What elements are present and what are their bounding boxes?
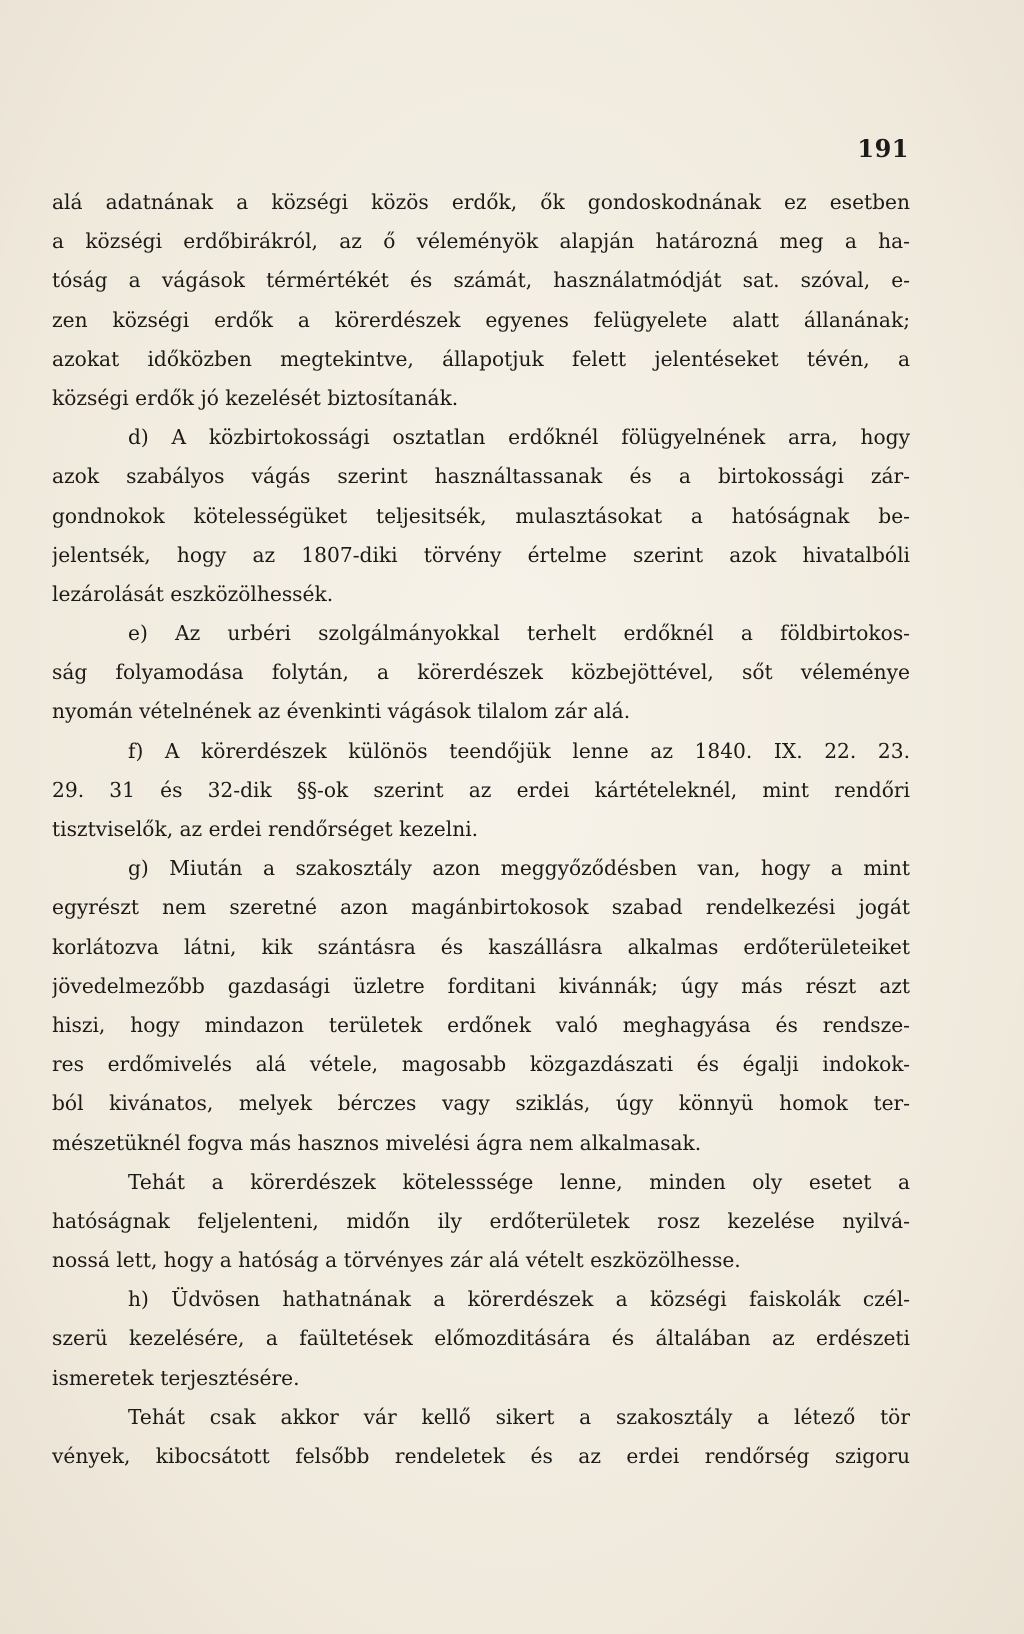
text-line: hatóságnak feljelenteni, midőn ily erdőterületek rosz kezelése nyilvá- xyxy=(52,1208,910,1233)
text-line: ismeretek terjesztésére. xyxy=(52,1365,300,1390)
text-line: községi erdők jó kezelését biztosítanák. xyxy=(52,385,459,410)
text-line: f) A körerdészek különös teendőjük lenne az 1840. IX. 22. 23. xyxy=(128,738,910,763)
page-number: 191 xyxy=(857,134,909,163)
text-line: tóság a vágások térmértékét és számát, használatmódját sat. szóval, e- xyxy=(52,268,910,293)
text-line: a községi erdőbirákról, az ő véleményök alapján határozná meg a ha- xyxy=(52,229,910,254)
text-line: azokat időközben megtekintve, állapotjuk felett jelentéseket tévén, a xyxy=(52,346,910,371)
text-line: tisztviselők, az erdei rendőrséget kezelni. xyxy=(52,817,479,841)
text-line: hiszi, hogy mindazon területek erdőnek való meghagyása és rendsze- xyxy=(52,1012,910,1037)
text-line: jövedelmezőbb gazdasági üzletre forditani kivánnák; úgy más részt azt xyxy=(52,973,910,998)
text-line: ból kivánatos, melyek bérczes vagy sziklás, úgy könnyü homok ter- xyxy=(52,1091,910,1116)
text-line: nossá lett, hogy a hatóság a törvényes zár alá vételt eszközölhesse. xyxy=(52,1248,741,1273)
text-line: korlátozva látni, kik szántásra és kaszállásra alkalmas erdőterületeiket xyxy=(52,934,910,959)
text-line: nyomán vételnének az évenkinti vágások tilalom zár alá. xyxy=(52,699,631,724)
text-line: e) Az urbéri szolgálmányokkal terhelt erdőknél a földbirtokos- xyxy=(128,621,910,646)
text-line: d) A közbirtokossági osztatlan erdőknél fölügyelnének arra, hogy xyxy=(128,425,910,450)
text-line: Tehát csak akkor vár kellő sikert a szakosztály a létező tör xyxy=(128,1404,910,1429)
text-line: egyrészt nem szeretné azon magánbirtokosok szabad rendelkezési jogát xyxy=(52,895,910,920)
text-line: gondnokok kötelességüket teljesitsék, mulasztásokat a hatóságnak be- xyxy=(52,503,910,528)
text-line: alá adatnának a községi közös erdők, ők gondoskodnának ez esetben xyxy=(52,190,910,214)
text-line: res erdőmivelés alá vétele, magosabb közgazdászati és égalji indokok- xyxy=(52,1052,910,1077)
text-line: ság folyamodása folytán, a körerdészek közbejöttével, sőt véleménye xyxy=(52,660,910,685)
text-line: szerü kezelésére, a faültetések előmozditására és általában az erdészeti xyxy=(52,1326,910,1351)
body-text xyxy=(52,183,910,1476)
text-line: vények, kibocsátott felsőbb rendeletek és az erdei rendőrség szigoru xyxy=(52,1444,910,1468)
text-line: g) Miután a szakosztály azon meggyőződésben van, hogy a mint xyxy=(128,856,910,881)
text-line: h) Üdvösen hathatnának a körerdészek a községi faiskolák czél- xyxy=(128,1287,910,1312)
text-line: jelentsék, hogy az 1807-diki törvény értelme szerint azok hivatalbóli xyxy=(52,542,910,567)
text-line: mészetüknél fogva más hasznos mivelési ágra nem alkalmasak. xyxy=(52,1130,702,1155)
text-line: lezárolását eszközölhessék. xyxy=(52,581,334,606)
text-line: azok szabályos vágás szerint használtassanak és a birtokossági zár- xyxy=(52,464,910,489)
text-line: zen községi erdők a körerdészek egyenes felügyelete alatt állanának; xyxy=(52,307,910,332)
text-line: Tehát a körerdészek kötelesssége lenne, minden oly esetet a xyxy=(128,1169,910,1194)
text-line: 29. 31 és 32-dik §§-ok szerint az erdei kártételeknél, mint rendőri xyxy=(52,777,910,802)
